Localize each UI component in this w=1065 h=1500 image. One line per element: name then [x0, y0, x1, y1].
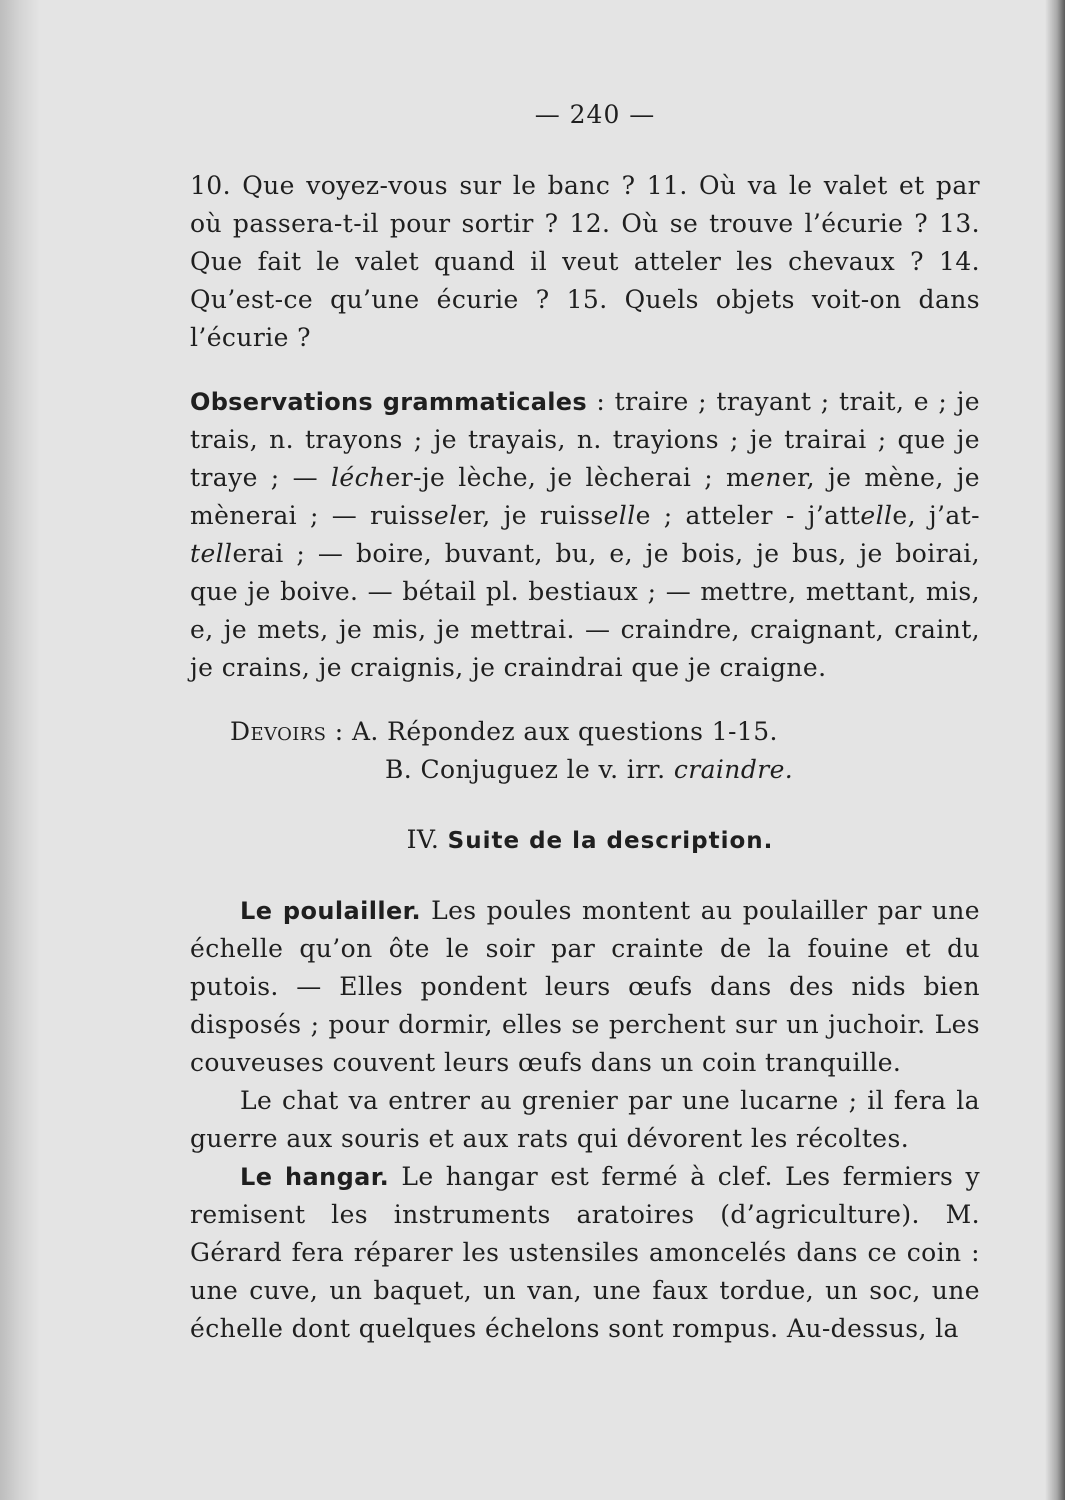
questions-paragraph: 10. Que voyez-vous sur le banc ? 11. Où va le valet et par où passera-t-il pour sortir ? 12. Où se trouve l’écurie ? 13. Que fait le valet quand il veut atteler les chevaux ? 14. Qu’est-ce qu’une écurie ? 15. Quels objets voit-on dans l’écurie ?	[190, 171, 980, 352]
page-edge-shadow	[1045, 0, 1065, 1500]
page-number: — 240 —	[534, 100, 656, 129]
book-gutter-shadow	[0, 0, 40, 1500]
poulailler-lead: Le poulailler.	[240, 897, 421, 925]
observations-text-4: er, je ruiss	[457, 501, 604, 530]
section-title: Suite de la description.	[447, 828, 774, 854]
hangar-paragraph	[190, 1158, 980, 1348]
observations-text-5: e ; atteler - j’att	[635, 501, 861, 530]
observations-stem-ruisselle: ell	[603, 501, 636, 530]
observations-heading: Observations grammaticales	[190, 388, 587, 416]
observations-stem-attellerai: tell	[190, 539, 233, 568]
observations-text-2: er-je lèche, je lècherai ; m	[385, 463, 751, 492]
observations-text-3: er, je mène, je mènerai ; — ruiss	[190, 463, 980, 530]
hangar-lead: Le hangar.	[240, 1163, 390, 1191]
observations-stem-attelle: ell	[860, 501, 893, 530]
observations-stem-mener: en	[750, 463, 782, 492]
devoirs-b-verb: craindre.	[673, 755, 794, 784]
section-number: IV.	[406, 825, 440, 854]
devoirs-line-a	[190, 713, 980, 751]
poulailler-paragraph	[190, 892, 980, 1082]
devoirs-b-prefix: B. Conjuguez le v. irr.	[385, 755, 674, 784]
page-text-block	[190, 100, 980, 1348]
poulailler-text: Les poules montent au poulailler par une échelle qu’on ôte le soir par crainte de la fouine et du putois. — Elles pondent leurs œufs dans des nids bien disposés ; pour dormir, elles se perchent sur un juchoir. Les couveuses couvent leurs œufs dans un coin tranquille.	[190, 896, 980, 1077]
devoirs-a-text: A. Répondez aux questions 1-15.	[351, 717, 778, 746]
chat-paragraph: Le chat va entrer au grenier par une lucarne ; il fera la guerre aux souris et aux rats qui dévorent les récoltes.	[190, 1086, 980, 1153]
hangar-text: Le hangar est fermé à clef. Les fermiers y remisent les instruments aratoires (d’agriculture). M. Gérard fera réparer les ustensiles amoncelés dans ce coin : une cuve, un baquet, un van, une faux tordue, un soc, une échelle dont quelques échelons sont rompus. Au-dessus, la	[190, 1162, 980, 1343]
observations-text-1: : traire ; trayant ; trait, e ; je trais, n. trayons ; je trayais, n. trayions ; je trairai ; que je traye ; —	[190, 387, 980, 492]
section-heading	[190, 821, 980, 860]
observations-paragraph	[190, 383, 980, 687]
observations-stem-lecher: léch	[330, 463, 386, 492]
observations-text-7: erai ; — boire, buvant, bu, e, je bois, je bus, je boirai, que je boive. — bétail pl. bestiaux ; — mettre, mettant, mis, e, je mets, je mis, je mettrai. — craindre, craignant, craint, je crains, je craignis, je craindrai que je craigne.	[190, 539, 980, 682]
observations-text-6: e, j’at-	[892, 501, 980, 530]
devoirs-line-b	[190, 751, 980, 789]
observations-stem-ruisseler: el	[433, 501, 458, 530]
devoirs-label: Devoirs :	[230, 717, 344, 746]
